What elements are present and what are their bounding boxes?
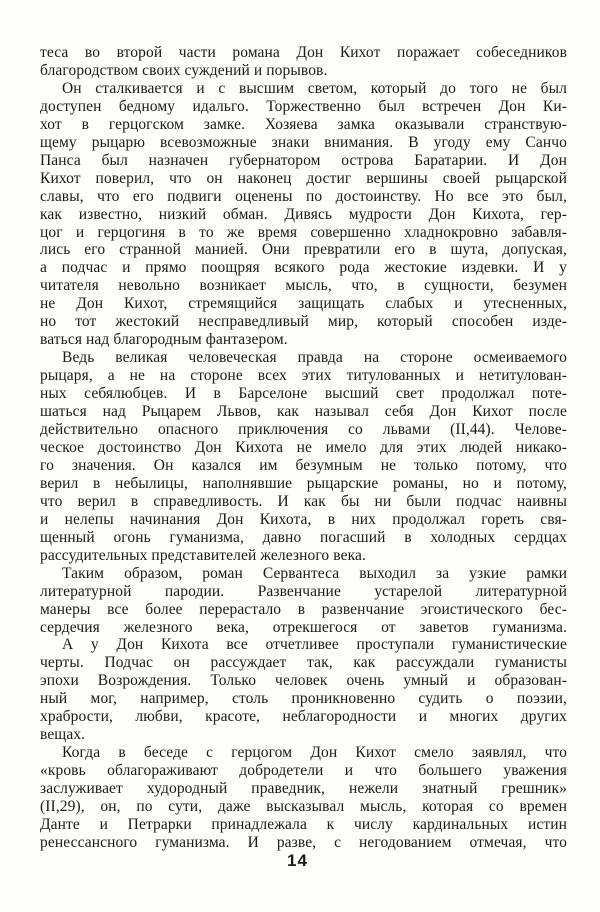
text-line: храбрости, любви, красоте, неблагородности и многих других — [40, 708, 567, 726]
paragraph — [40, 636, 567, 744]
text-line: ренессансного гуманизма. И разве, с негодованием отмечая, что — [40, 833, 567, 851]
text-line: читателя невольно возникает мысль, что, в сущности, безумен — [40, 277, 567, 295]
text-line: (II,29), он, по сути, даже высказывал мысль, которая со времен — [40, 798, 567, 816]
text-line: заслуживает худородный праведник, нежели знатный грешник» — [40, 780, 567, 798]
text-line: а подчас и прямо поощряя всякого рода жестокие издевки. И у — [40, 259, 567, 277]
text-line: эпохи Возрождения. Только человек очень умный и образован- — [40, 672, 567, 690]
text-line: шаться над Рыцарем Львов, как называл себя Дон Кихот после — [40, 403, 567, 421]
text-line: Когда в беседе с герцогом Дон Кихот смело заявлял, что — [62, 744, 567, 762]
text-line: ных себялюбцев. И в Барселоне высший свет продолжал поте- — [40, 385, 567, 403]
paragraph — [40, 80, 567, 349]
text-line: сердечия железного века, отрекшегося от заветов гуманизма. — [40, 618, 567, 636]
text-line: цог и герцогиня в то же время совершенно хладнокровно забавля- — [40, 223, 567, 241]
text-line: щему рыцарю всевозможные знаки внимания. В угоду ему Санчо — [40, 133, 567, 151]
text-line: хот в герцогском замке. Хозяева замка оказывали странствую- — [40, 115, 567, 133]
text-line: славы, что его подвиги оценены по достоинству. Но все это был, — [40, 187, 567, 205]
text-line: го значения. Он казался им безумным не только потому, что — [40, 456, 567, 474]
text-line: литературной пародии. Развенчание устарелой литературной — [40, 582, 567, 600]
text-line: рассудительных представителей железного века. — [40, 546, 366, 564]
text-line: не Дон Кихот, стремящийся защищать слабых и утесненных, — [40, 295, 567, 313]
text-line: черты. Подчас он рассуждает так, как рассуждали гуманисты — [40, 654, 567, 672]
text-line: Данте и Петрарки принадлежала к числу кардинальных истин — [40, 815, 567, 833]
paragraph — [40, 565, 567, 637]
text-line: ный мог, например, столь проникновенно судить о поэзии, — [40, 690, 567, 708]
text-line: манеры все более перерастало в развенчание эгоистического бес- — [40, 600, 567, 618]
text-line: что верил в справедливость. И как бы ни были подчас наивны — [40, 492, 567, 510]
text-line: ческое достоинство Дон Кихота не имело для этих людей никако- — [40, 438, 567, 456]
text-line: Ведь великая человеческая правда на стороне осмеиваемого — [62, 349, 567, 367]
text-line: но тот жестокий несправедливый мир, который способен изде- — [40, 313, 567, 331]
text-line: благородством своих суждений и порывов. — [40, 61, 328, 79]
text-line: Кихот поверил, что он наконец достиг вершины своей рыцарской — [40, 169, 567, 187]
text-line: ваться над благородным фантазером. — [40, 331, 288, 349]
text-line: и нелепы начинания Дон Кихота, в них продолжал гореть свя- — [40, 510, 567, 528]
text-line: «кровь облагораживают добродетели и что большего уважения — [40, 762, 567, 780]
text-line: А у Дон Кихота все отчетливее проступали гуманистические — [62, 636, 567, 654]
text-line: Панса был назначен губернатором острова Баратарии. И Дон — [40, 151, 567, 169]
text-line: как известно, низкий обман. Дивясь мудрости Дон Кихота, гер- — [40, 205, 567, 223]
text-line: верил в небылицы, наполнявшие рыцарские романы, но и потому, — [40, 474, 567, 492]
paragraph — [40, 44, 567, 80]
text-line: лись его странной манией. Они превратили его в шута, допуская, — [40, 241, 567, 259]
page-text — [40, 44, 567, 852]
paragraph — [40, 744, 567, 852]
text-line: действительно опасного приключения со львами (II,44). Челове- — [40, 421, 567, 439]
text-line: рыцаря, а не на стороне всех этих титулованных и нетитулован- — [40, 367, 567, 385]
page-number: 14 — [287, 851, 308, 870]
text-line: доступен бедному идальго. Торжественно был встречен Дон Ки- — [40, 97, 567, 115]
text-line: теса во второй части романа Дон Кихот поражает собеседников — [40, 44, 567, 61]
text-line: вещах. — [40, 726, 86, 744]
paragraph — [40, 349, 567, 564]
text-line: Таким образом, роман Сервантеса выходил за узкие рамки — [62, 564, 567, 582]
text-line: щенный огонь гуманизма, давно погасший в холодных сердцах — [40, 528, 567, 546]
text-line: Он сталкивается и с высшим светом, который до того не был — [62, 79, 567, 97]
